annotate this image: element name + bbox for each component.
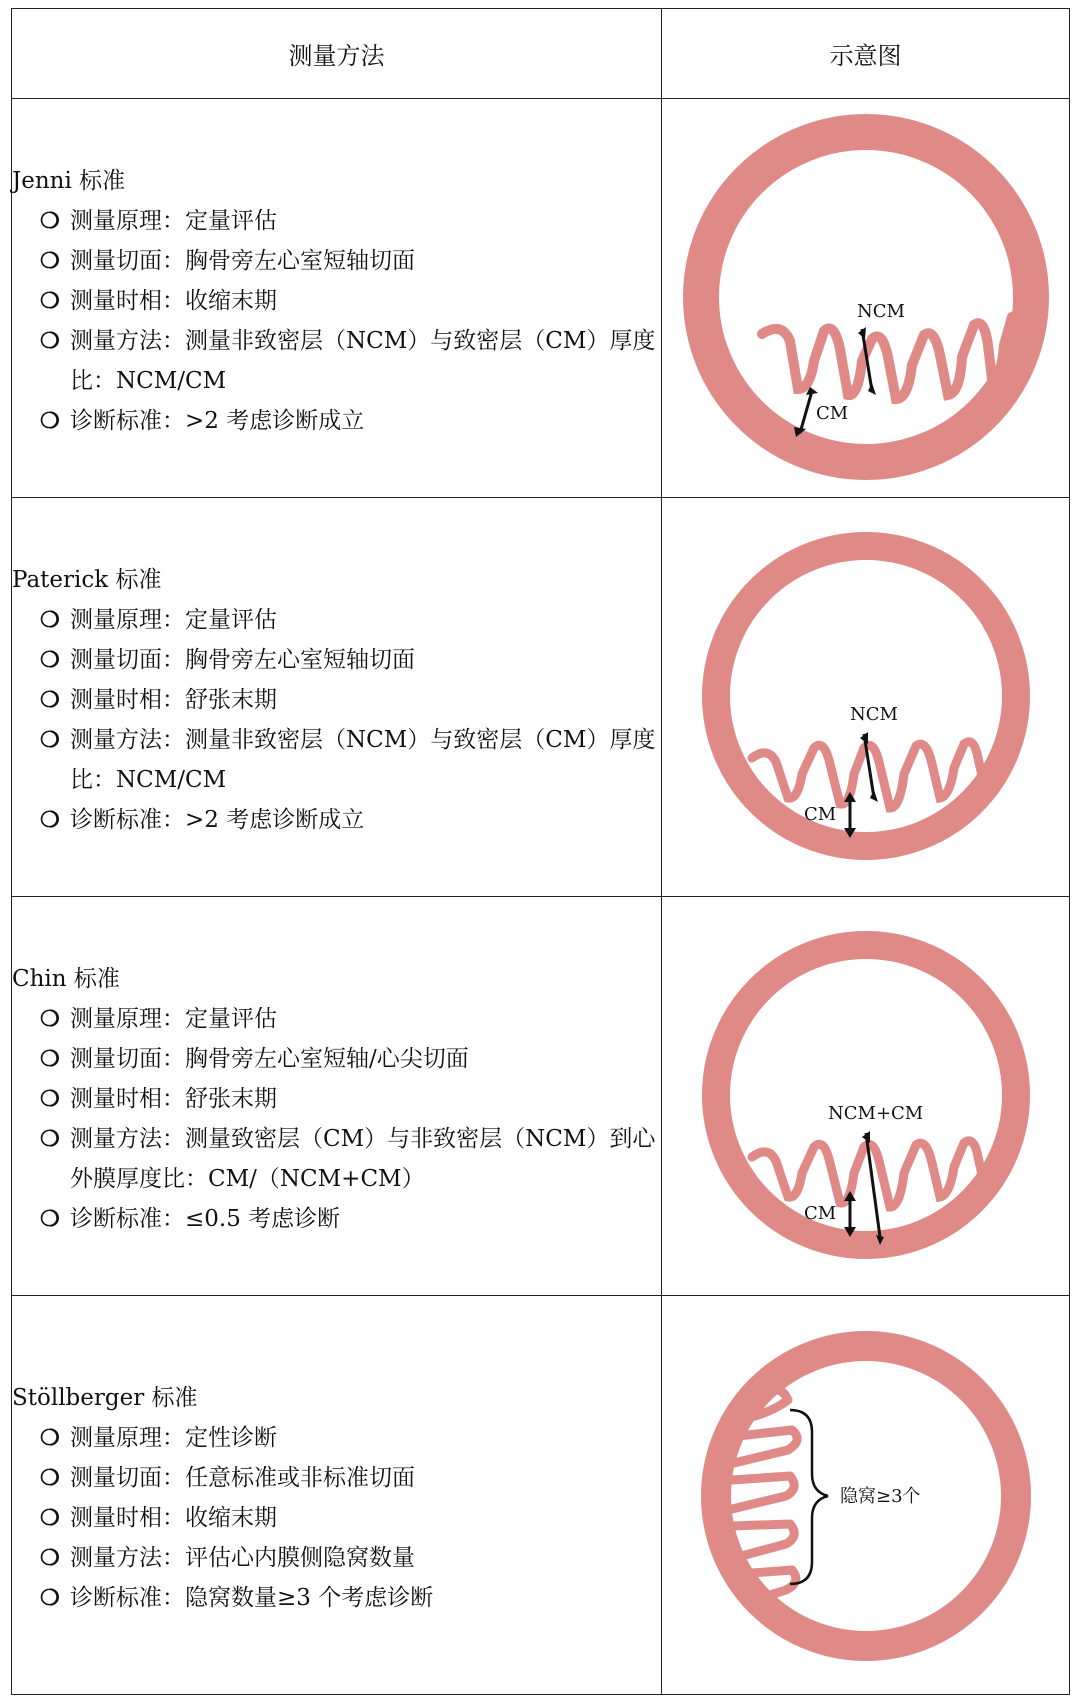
- header-method: 测量方法: [12, 9, 662, 99]
- ventricle-diagram-paterick: [662, 498, 1070, 896]
- ventricle-diagram-stollberger: [662, 1296, 1070, 1694]
- diagram-cell: [662, 897, 1070, 1296]
- list-item: ❍ 测量时相：舒张末期: [12, 680, 661, 720]
- criterion-title: Stöllberger 标准: [12, 1385, 198, 1411]
- circle-bullet-icon: ❍: [40, 248, 60, 274]
- list-item: ❍ 测量原理：定量评估: [12, 600, 661, 640]
- table-row: [12, 99, 1070, 498]
- trabeculation: [725, 1390, 797, 1610]
- circle-bullet-icon: ❍: [40, 1046, 60, 1072]
- list-item: ❍ 测量原理：定量评估: [12, 201, 661, 241]
- ncm-label: NCM: [850, 704, 898, 725]
- myocardium-ring: [701, 132, 1031, 462]
- list-item: ❍ 测量切面：胸骨旁左心室短轴切面: [12, 640, 661, 680]
- circle-bullet-icon: ❍: [40, 1585, 60, 1611]
- list-item: ❍ 诊断标准：>2 考虑诊断成立: [12, 401, 661, 441]
- cm-label: CM: [804, 804, 837, 825]
- method-cell: [12, 99, 662, 498]
- criterion-title: Chin 标准: [12, 966, 120, 992]
- list-item: ❍ 测量原理：定量评估: [12, 999, 661, 1039]
- myocardium-ring: [716, 546, 1016, 846]
- myocardium-ring: [716, 945, 1016, 1245]
- circle-bullet-icon: ❍: [40, 647, 60, 673]
- circle-bullet-icon: ❍: [40, 1006, 60, 1032]
- table-row: [12, 498, 1070, 897]
- list-item: ❍ 测量方法：测量致密层（CM）与非致密层（NCM）到心外膜厚度比：CM/（NCM+CM）: [12, 1119, 661, 1199]
- circle-bullet-icon: ❍: [40, 408, 60, 434]
- cm-arrow: [800, 391, 812, 433]
- circle-bullet-icon: ❍: [40, 727, 60, 753]
- circle-bullet-icon: ❍: [40, 1425, 60, 1451]
- table-row: [12, 1296, 1070, 1695]
- header-diagram: 示意图: [662, 9, 1070, 99]
- circle-bullet-icon: ❍: [40, 1505, 60, 1531]
- list-item: ❍ 测量切面：胸骨旁左心室短轴/心尖切面: [12, 1039, 661, 1079]
- list-item: ❍ 诊断标准：>2 考虑诊断成立: [12, 800, 661, 840]
- criteria-table: [11, 8, 1070, 1695]
- circle-bullet-icon: ❍: [40, 807, 60, 833]
- ventricle-diagram-jenni: [662, 99, 1070, 497]
- circle-bullet-icon: ❍: [40, 208, 60, 234]
- recess-count-label: 隐窝≥3个: [840, 1486, 921, 1507]
- list-item: ❍ 诊断标准：隐窝数量≥3 个考虑诊断: [12, 1578, 661, 1618]
- table-row: [12, 897, 1070, 1296]
- ncm-label: NCM: [857, 301, 905, 322]
- list-item: ❍ 测量时相：收缩末期: [12, 1498, 661, 1538]
- method-cell: [12, 1296, 662, 1695]
- circle-bullet-icon: ❍: [40, 1206, 60, 1232]
- cm-label: CM: [804, 1203, 837, 1224]
- ncm-cm-label: NCM+CM: [828, 1103, 924, 1124]
- list-item: ❍ 测量切面：任意标准或非标准切面: [12, 1458, 661, 1498]
- arrow-head-icon: [868, 383, 876, 395]
- list-item: ❍ 测量时相：舒张末期: [12, 1079, 661, 1119]
- circle-bullet-icon: ❍: [40, 288, 60, 314]
- criterion-title: Paterick 标准: [12, 567, 162, 593]
- table-header-row: [12, 9, 1070, 99]
- circle-bullet-icon: ❍: [40, 1086, 60, 1112]
- list-item: ❍ 测量切面：胸骨旁左心室短轴切面: [12, 241, 661, 281]
- circle-bullet-icon: ❍: [40, 1465, 60, 1491]
- list-item: ❍ 测量时相：收缩末期: [12, 281, 661, 321]
- circle-bullet-icon: ❍: [40, 607, 60, 633]
- method-cell: [12, 897, 662, 1296]
- method-cell: [12, 498, 662, 897]
- list-item: ❍ 诊断标准：≤0.5 考虑诊断: [12, 1199, 661, 1239]
- list-item: ❍ 测量方法：测量非致密层（NCM）与致密层（CM）厚度比：NCM/CM: [12, 720, 661, 800]
- circle-bullet-icon: ❍: [40, 328, 60, 354]
- list-item: ❍ 测量方法：测量非致密层（NCM）与致密层（CM）厚度比：NCM/CM: [12, 321, 661, 401]
- diagram-cell: [662, 99, 1070, 498]
- circle-bullet-icon: ❍: [40, 1545, 60, 1571]
- cm-label: CM: [816, 403, 849, 424]
- list-item: ❍ 测量方法：评估心内膜侧隐窝数量: [12, 1538, 661, 1578]
- arrow-head-icon: [870, 790, 878, 802]
- ventricle-diagram-chin: [662, 897, 1070, 1295]
- circle-bullet-icon: ❍: [40, 1126, 60, 1152]
- list-item: ❍ 测量原理：定性诊断: [12, 1418, 661, 1458]
- criterion-title: Jenni 标准: [12, 168, 126, 194]
- diagram-cell: [662, 498, 1070, 897]
- circle-bullet-icon: ❍: [40, 687, 60, 713]
- diagram-cell: [662, 1296, 1070, 1695]
